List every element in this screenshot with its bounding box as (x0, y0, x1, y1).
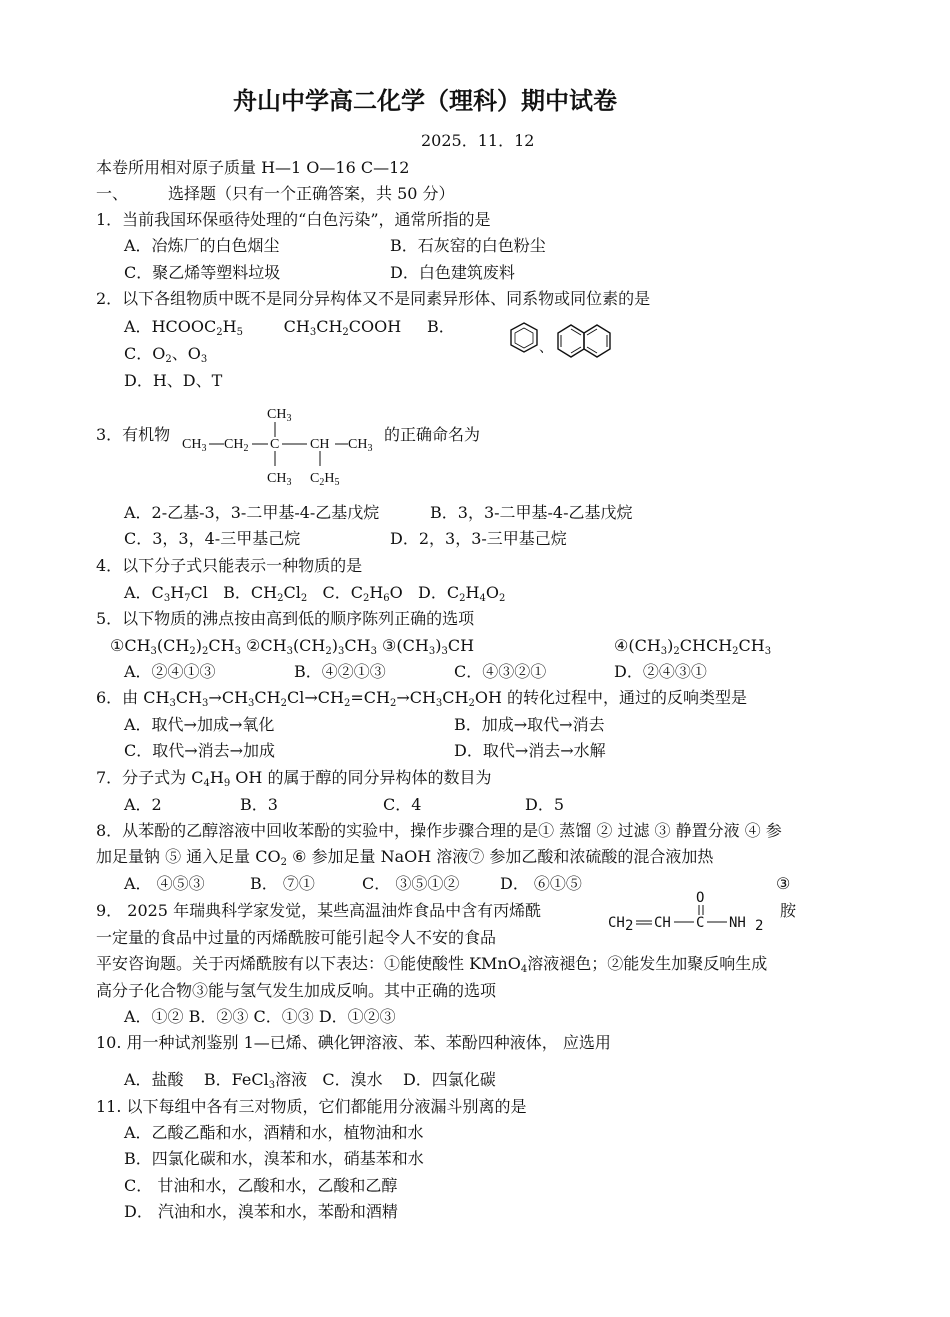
q4-options: A．$C_3H_7Cl$ B．$CH_2Cl_2$ C．$C_2H_6O$ D．$C_2H_4O_2$ (124, 583, 506, 604)
q2-option-d: D．H、D、T (124, 371, 223, 390)
q9-tail-char: 胺 (780, 901, 797, 920)
q3-option-b: B．3，3-二甲基-4-乙基戊烷 (430, 503, 633, 522)
svg-text:、: 、 (539, 341, 553, 356)
q2-stem: 2．以下各组物质中既不是同分异构体又不是同素异形体、同系物或同位素的是 (96, 289, 651, 308)
q5-option-d: D．②④③① (614, 662, 707, 681)
svg-text:CH: CH (654, 915, 671, 931)
q11-option-b: B．四氯化碳和水，溴苯和水，硝基苯和水 (124, 1149, 424, 1168)
q8-option-b: B． ⑦① (250, 874, 315, 893)
q9-stem-line2: 一定量的食品中过量的丙烯酰胺可能引起令人不安的食品 (96, 928, 497, 947)
q6-option-c: C．取代→消去→加成 (124, 741, 276, 760)
q1-option-d: D．白色建筑废料 (390, 263, 515, 282)
q6-stem: 6．由 $CH_3CH_3\to CH_3CH_2Cl\to CH_2=CH_2\to CH_3CH_2OH$ 的转化过程中，通过的反响类型是 (96, 688, 748, 709)
q5-option-a: A．②④①③ (124, 662, 216, 681)
svg-text:CH3: $CH_3$ (182, 437, 207, 454)
q9-stem-line4: 高分子化合物③能与氢气发生加成反响。其中正确的选项 (96, 981, 497, 1000)
q11-option-d: D． 汽油和水，溴苯和水，苯酚和酒精 (124, 1202, 398, 1221)
acrylamide-structure (606, 890, 776, 934)
q11-option-a: A．乙酸乙酯和水，酒精和水，植物油和水 (124, 1123, 424, 1142)
q10-stem: 10. 用一种试剂鉴别 1—已烯、碘化钾溶液、苯、苯酚四种液体， 应选用 (96, 1033, 611, 1052)
q2-option-b-label: B． (427, 317, 455, 336)
svg-text:O: O (696, 890, 705, 906)
svg-text:NH: NH (729, 915, 746, 931)
q9-stem-line3: 平安咨询题。关于丙烯酰胺有以下表达：①能使酸性 KMnO$_4$溶液褪色；②能发生加聚反响生成 (96, 954, 768, 975)
organic-structure-formula (180, 400, 380, 488)
benzene-naphthalene-structure (500, 318, 620, 374)
svg-text:C: C (696, 915, 705, 931)
q9-stem-line1: 9． 2025 年瑞典科学家发觉，某些高温油炸食品中含有丙烯酰 (96, 901, 542, 920)
q1-option-a: A．冶炼厂的白色烟尘 (124, 236, 280, 255)
section-number: 一、 (96, 184, 129, 203)
q5-compound-4: $④(CH_3)_2CHCH_2CH_3$ (614, 636, 772, 657)
q9-options: A．①② B．②③ C．①③ D．①②③ (124, 1007, 396, 1026)
svg-text:CH: CH (608, 915, 625, 931)
q11-option-c: C． 甘油和水，乙酸和水，乙酸和乙醇 (124, 1176, 398, 1195)
q11-stem: 11. 以下每组中各有三对物质，它们都能用分液漏斗别离的是 (96, 1097, 527, 1116)
q8-tail-mark: ③ (776, 874, 791, 893)
q10-options: A．盐酸 B．FeCl$_3$溶液 C．溴水 D．四氯化碳 (124, 1070, 496, 1091)
q5-option-b: B．④②①③ (294, 662, 386, 681)
q3-option-c: C．3，3，4-三甲基己烷 (124, 529, 301, 548)
svg-text:2: 2 (625, 918, 634, 934)
q8-option-c: C． ③⑤①② (362, 874, 460, 893)
svg-text:CH3: $CH_3$ (267, 407, 292, 424)
q5-option-c: C．④③②① (454, 662, 547, 681)
q7-option-c: C．4 (383, 795, 422, 814)
q4-stem: 4．以下分子式只能表示一种物质的是 (96, 556, 363, 575)
svg-text:CH3: $CH_3$ (267, 471, 292, 488)
q5-compounds-1-3: $①CH_3(CH_2)_2CH_3$ $②CH_3(CH_2)_3CH_3$ $③(CH_3)_3CH$ (110, 636, 475, 657)
q1-option-c: C．聚乙烯等塑料垃圾 (124, 263, 281, 282)
q7-option-b: B．3 (240, 795, 278, 814)
q2-option-a: A．$HCOOC_2H_5$ $CH_3CH_2COOH$ (124, 317, 402, 338)
q8-stem-line1: 8．从苯酚的乙醇溶液中回收苯酚的实验中，操作步骤合理的是① 蒸馏 ② 过滤 ③ 静置分液 ④ 参 (96, 821, 782, 840)
svg-text:CH3: $CH_3$ (348, 437, 373, 454)
q3-stem-suffix: 的正确命名为 (384, 425, 481, 444)
page-title: 舟山中学高二化学（理科）期中试卷 (233, 86, 617, 115)
q8-stem-line2: 加足量钠 ⑤ 通入足量 $CO_2$ ⑥ 参加足量 NaOH 溶液⑦ 参加乙酸和浓硫酸的混合液加热 (96, 847, 714, 868)
q1-option-b: B．石灰窑的白色粉尘 (390, 236, 546, 255)
q6-option-b: B．加成→取代→消去 (454, 715, 605, 734)
exam-date: 2025．11．12 (421, 131, 535, 150)
svg-text:CH2: $CH_2$ (224, 437, 249, 454)
q5-stem: 5．以下物质的沸点按由高到低的顺序陈列正确的选项 (96, 609, 475, 628)
q8-option-d: D． ⑥①⑤ (500, 874, 582, 893)
q7-option-a: A．2 (124, 795, 162, 814)
q7-stem: 7．分子式为 $C_4H_9$ OH 的属于醇的同分异构体的数目为 (96, 768, 492, 789)
q2-option-c: C．$O_2$、$O_3$ (124, 344, 208, 365)
q3-stem-prefix: 3．有机物 (96, 425, 171, 444)
section-heading: 选择题（只有一个正确答案，共 50 分） (168, 184, 455, 203)
q8-option-a: A． ④⑤③ (124, 874, 205, 893)
q6-option-a: A．取代→加成→氧化 (124, 715, 275, 734)
q3-option-d: D．2，3，3-三甲基己烷 (390, 529, 567, 548)
q3-option-a: A．2-乙基-3，3-二甲基-4-乙基戊烷 (124, 503, 380, 522)
svg-text:2: 2 (755, 918, 764, 934)
q6-option-d: D．取代→消去→水解 (454, 741, 606, 760)
svg-text:C2H5: $C_2H_5$ (310, 471, 340, 488)
svg-text:CH: CH (310, 437, 330, 452)
atomic-mass-note: 本卷所用相对原子质量 H—1 O—16 C—12 (96, 158, 410, 177)
q1-stem: 1．当前我国环保亟待处理的“白色污染”，通常所指的是 (96, 210, 491, 229)
q7-option-d: D．5 (525, 795, 565, 814)
svg-text:C: C (270, 437, 280, 452)
